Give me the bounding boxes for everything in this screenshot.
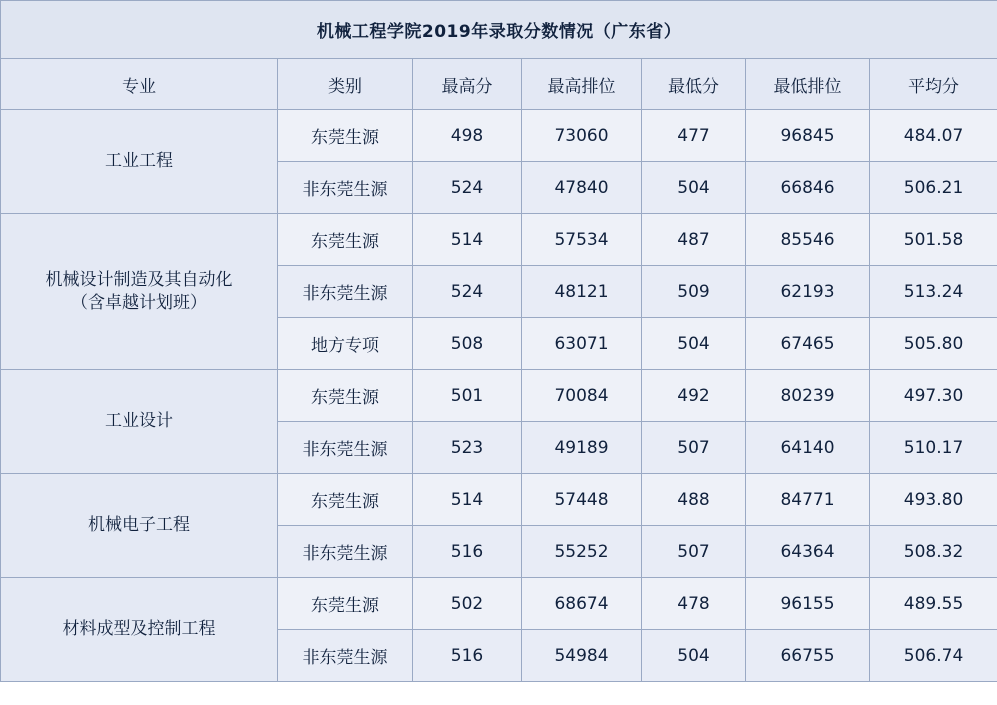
- column-header-max-score: 最高分: [413, 59, 522, 110]
- avg-score-value: 506.74: [870, 630, 997, 682]
- column-header-avg-score: 平均分: [870, 59, 997, 110]
- table-row: [1, 370, 997, 422]
- max-score-value: 516: [413, 630, 522, 682]
- max-rank-value: 63071: [522, 318, 642, 370]
- avg-score-value: 513.24: [870, 266, 997, 318]
- avg-score-value: 493.80: [870, 474, 997, 526]
- category-label: 非东莞生源: [278, 630, 413, 682]
- min-rank-value: 84771: [746, 474, 870, 526]
- column-header-min-rank: 最低排位: [746, 59, 870, 110]
- max-score-value: 501: [413, 370, 522, 422]
- category-label: 非东莞生源: [278, 526, 413, 578]
- table-row: [1, 578, 997, 630]
- category-label: 东莞生源: [278, 474, 413, 526]
- min-score-value: 478: [642, 578, 746, 630]
- category-label: 非东莞生源: [278, 422, 413, 474]
- avg-score-value: 510.17: [870, 422, 997, 474]
- avg-score-value: 497.30: [870, 370, 997, 422]
- table-row: [1, 110, 997, 162]
- max-score-value: 514: [413, 214, 522, 266]
- major-name-mechanical-design: [1, 214, 278, 370]
- max-rank-value: 48121: [522, 266, 642, 318]
- min-score-value: 504: [642, 630, 746, 682]
- min-rank-value: 96155: [746, 578, 870, 630]
- min-score-value: 504: [642, 162, 746, 214]
- category-label: 非东莞生源: [278, 266, 413, 318]
- max-score-value: 523: [413, 422, 522, 474]
- max-rank-value: 68674: [522, 578, 642, 630]
- category-label: 非东莞生源: [278, 162, 413, 214]
- column-header-category: 类别: [278, 59, 413, 110]
- max-score-value: 516: [413, 526, 522, 578]
- category-label: 东莞生源: [278, 578, 413, 630]
- max-score-value: 508: [413, 318, 522, 370]
- major-name-industrial-engineering: 工业工程: [1, 110, 278, 214]
- min-score-value: 492: [642, 370, 746, 422]
- max-score-value: 514: [413, 474, 522, 526]
- major-name-material-forming: 材料成型及控制工程: [1, 578, 278, 682]
- avg-score-value: 489.55: [870, 578, 997, 630]
- max-rank-value: 55252: [522, 526, 642, 578]
- min-score-value: 509: [642, 266, 746, 318]
- category-label: 东莞生源: [278, 214, 413, 266]
- max-score-value: 502: [413, 578, 522, 630]
- table-title-row: [1, 1, 997, 59]
- min-rank-value: 64140: [746, 422, 870, 474]
- avg-score-value: 484.07: [870, 110, 997, 162]
- table-row: [1, 214, 997, 266]
- category-label: 东莞生源: [278, 110, 413, 162]
- avg-score-value: 505.80: [870, 318, 997, 370]
- max-rank-value: 70084: [522, 370, 642, 422]
- major-name-line-2: （含卓越计划班）: [71, 292, 207, 313]
- major-name-industrial-design: 工业设计: [1, 370, 278, 474]
- page-title: 机械工程学院2019年录取分数情况（广东省）: [1, 1, 997, 59]
- avg-score-value: 506.21: [870, 162, 997, 214]
- min-rank-value: 67465: [746, 318, 870, 370]
- min-score-value: 477: [642, 110, 746, 162]
- min-score-value: 504: [642, 318, 746, 370]
- avg-score-value: 501.58: [870, 214, 997, 266]
- max-rank-value: 47840: [522, 162, 642, 214]
- avg-score-value: 508.32: [870, 526, 997, 578]
- major-name-mechatronics: 机械电子工程: [1, 474, 278, 578]
- max-rank-value: 49189: [522, 422, 642, 474]
- category-label: 东莞生源: [278, 370, 413, 422]
- max-score-value: 498: [413, 110, 522, 162]
- min-score-value: 488: [642, 474, 746, 526]
- min-rank-value: 64364: [746, 526, 870, 578]
- table-row: [1, 474, 997, 526]
- min-rank-value: 66755: [746, 630, 870, 682]
- max-score-value: 524: [413, 162, 522, 214]
- max-rank-value: 54984: [522, 630, 642, 682]
- column-header-major: 专业: [1, 59, 278, 110]
- min-rank-value: 85546: [746, 214, 870, 266]
- max-rank-value: 57448: [522, 474, 642, 526]
- min-score-value: 507: [642, 526, 746, 578]
- min-rank-value: 96845: [746, 110, 870, 162]
- max-rank-value: 57534: [522, 214, 642, 266]
- max-score-value: 524: [413, 266, 522, 318]
- column-header-min-score: 最低分: [642, 59, 746, 110]
- min-rank-value: 66846: [746, 162, 870, 214]
- category-label: 地方专项: [278, 318, 413, 370]
- min-rank-value: 80239: [746, 370, 870, 422]
- min-rank-value: 62193: [746, 266, 870, 318]
- max-rank-value: 73060: [522, 110, 642, 162]
- table-header-row: [1, 59, 997, 110]
- min-score-value: 487: [642, 214, 746, 266]
- major-name-line-1: 机械设计制造及其自动化: [45, 269, 233, 290]
- min-score-value: 507: [642, 422, 746, 474]
- column-header-max-rank: 最高排位: [522, 59, 642, 110]
